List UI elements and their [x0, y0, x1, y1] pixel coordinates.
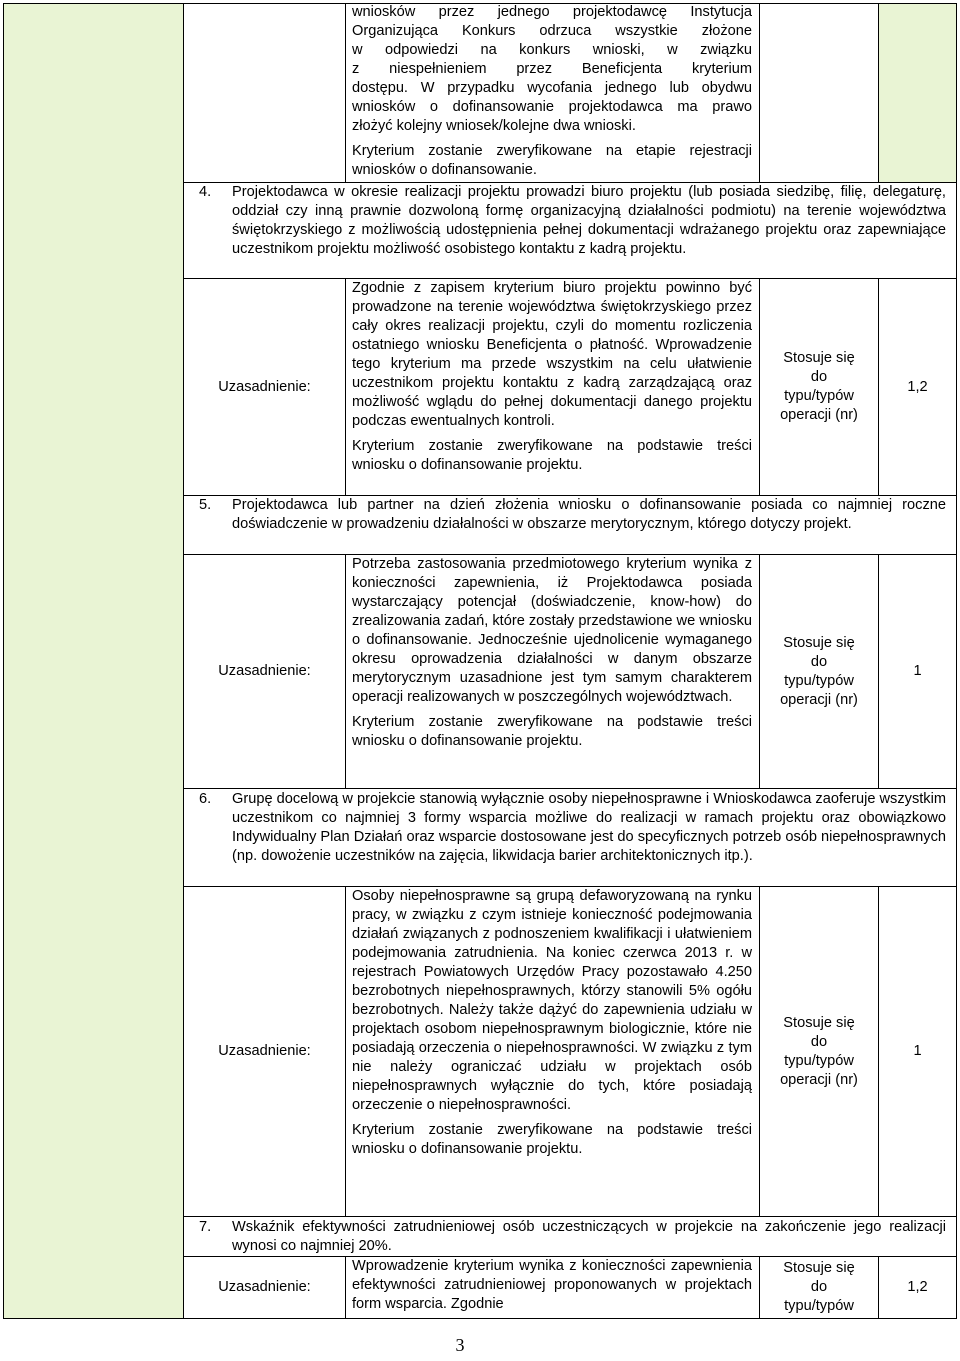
- applies-line: operacji (nr): [780, 1071, 858, 1088]
- applies-line: typu/typów: [784, 1298, 854, 1314]
- intro-line: z niespełnieniem przez Beneficjenta kryterium: [352, 61, 752, 77]
- applies-line: do: [810, 1279, 828, 1295]
- c5-row-bottom: [183, 788, 957, 789]
- justification-cell: [352, 555, 752, 751]
- applies-line: do: [810, 653, 828, 670]
- applies-cell: [760, 279, 878, 495]
- criterion-text: Projektodawca w okresie realizacji projektu prowadzi biuro projektu (lub posiada siedzibę, filię, delegaturę, oddział czy inną prawnie dozwoloną formę organizacyjną działalności podmiotu) na terenie województwa świętokrzyskiego z możliwością udostępnienia pełnej dokumentacji wdrażanego projektu oraz zapewniające uczestnikom projektu możliwość osobistego kontaktu z kadrą projektu.: [232, 184, 946, 257]
- applies-line: do: [810, 1033, 828, 1050]
- intro-col-left: [345, 3, 346, 182]
- right-column-shade: [879, 3, 957, 182]
- verification-text: Kryterium zostanie zweryfikowane na podstawie treści wniosku o dofinansowanie projektu.: [352, 714, 752, 749]
- justification-cell: [352, 1257, 752, 1318]
- criterion-text: Grupę docelową w projekcie stanowią wyłącznie osoby niepełnosprawne i Wnioskodawca zaoferuje wszystkim uczestnikom co najmniej 3 formy wsparcia możliwe do realizacji w ramach projektu oraz obowiązkowo Indywidualny Plan Działań oraz wsparcie dostosowane jest do specyficznych potrzeb osób niepełnosprawnych (np. dowożenie uczestników na zajęcia, likwidacja barier architektonicznych itp.).: [232, 791, 946, 864]
- types-value: 1,2: [907, 378, 928, 395]
- intro-line: Organizująca Konkurs odrzuca wszystkie złożone: [352, 23, 752, 39]
- verification-text: Kryterium zostanie zweryfikowane na podstawie treści wniosku o dofinansowanie projektu.: [352, 438, 752, 473]
- applies-line: typu/typów: [784, 672, 854, 689]
- applies-line: operacji (nr): [780, 407, 858, 423]
- intro-col-mid: [759, 3, 760, 182]
- intro-line: wniosków o dofinansowanie projektodawca ma prawo: [352, 99, 752, 115]
- applies-line: Stosuje się: [783, 350, 855, 366]
- verification-text: Kryterium zostanie zweryfikowane na podstawie treści wniosku o dofinansowanie projektu.: [352, 1122, 752, 1157]
- criterion-number: 6.: [199, 791, 212, 807]
- justification-text: Potrzeba zastosowania przedmiotowego kryterium wynika z konieczności zapewnienia, iż Projektodawca posiada wystarczający potencjał (doświadczenie, know-how) do zrealizowania zadań, które zostały przedstawione we wniosku o dofinansowanie. Jednocześnie ujednolicenie wymaganego okresu oprowadzenia działalności w danym obszarze merytorycznym uzasadnione jest tym samym charakterem operacji realizowanych w poszczególnych województwach.: [352, 556, 752, 705]
- c7-col1: [345, 1256, 346, 1318]
- criterion-text: Projektodawca lub partner na dzień złożenia wniosku o dofinansowanie posiada co najmniej roczne doświadczenie w prowadzeniu działalności w obszarze merytorycznym, którego dotyczy projekt.: [232, 497, 946, 532]
- page-number: 3: [455, 1335, 465, 1355]
- intro-line: wniosków przez jednego projektodawcę Instytucja: [352, 4, 752, 20]
- justification-text: Zgodnie z zapisem kryterium biuro projektu powinno być prowadzone na terenie województwa świętokrzyskiego przez cały okres realizacji projektu, czyli do momentu rozliczenia ostatniego wniosku Beneficjenta o płatność. Wprowadzenie tego kryterium ma przede wszystkim na celu ułatwienie uczestnikom projektu kontaktu z kadrą zarządzającą oraz możliwość wglądu do pełnej dokumentacji danego projektu podczas ewentualnych kontroli.: [352, 280, 752, 429]
- criterion-number: 4.: [199, 184, 212, 200]
- criterion-text: Wskaźnik efektywności zatrudnieniowej osób uczestniczących w projekcie na zakończenie jego realizacji wynosi co najmniej 20%.: [232, 1219, 946, 1254]
- justification-label: Uzasadnienie:: [218, 663, 311, 679]
- justification-text: Osoby niepełnosprawne są grupą defaworyzowaną na rynku pracy, w związku z czym istnieje konieczność podejmowania działań związanych z podnoszeniem kwalifikacji i ułatwieniem podejmowania zatrudnienia. Na koniec czerwca 2013 r. w rejestrach Powiatowych Urzędów Pracy pozostawało 4.250 bezrobotnych niepełnosprawnych, którzy stanowili 5% ogółu bezrobotnych. Należy także dążyć do zapewnienia udziału w projektach osobom niepełnosprawnym biologicznie, które nie posiadają orzeczenia o niepełnosprawności. W związku z tym nie należy ograniczać udziału w projektach osób niepełnosprawnych wyłącznie do tych, które posiadają orzeczenie o niepełnosprawności.: [352, 888, 752, 1113]
- c6-row-bottom: [183, 1216, 957, 1217]
- justification-cell: [352, 887, 752, 1159]
- applies-line: typu/typów: [784, 1052, 854, 1069]
- intro-col-right: [878, 3, 879, 182]
- types-value: 1,2: [907, 1279, 928, 1295]
- applies-line: do: [810, 369, 828, 385]
- applies-line: Stosuje się: [783, 1260, 855, 1276]
- justification-label: Uzasadnienie:: [218, 378, 311, 395]
- types-value: 1: [913, 663, 922, 679]
- intro-justification: [352, 3, 752, 180]
- applies-line: Stosuje się: [783, 634, 855, 651]
- left-column-shade: [3, 3, 183, 1318]
- frame-right: [956, 3, 957, 1318]
- justification-cell: [352, 279, 752, 475]
- applies-cell: [760, 555, 878, 788]
- c6-col1: [345, 886, 346, 1216]
- applies-cell: [760, 887, 878, 1216]
- intro-line: złożyć kolejny wniosek/kolejne dwa wnioski.: [352, 118, 636, 134]
- frame-left: [3, 3, 4, 1318]
- c4-col1: [345, 278, 346, 495]
- frame-bottom: [3, 1318, 957, 1319]
- criterion-number: 7.: [199, 1219, 212, 1235]
- c5-col1: [345, 554, 346, 788]
- intro-line: w odpowiedzi na konkurs wnioski, w związku: [352, 42, 752, 58]
- criterion-number: 5.: [199, 497, 212, 513]
- justification-label: Uzasadnienie:: [218, 1279, 311, 1295]
- justification-label: Uzasadnienie:: [218, 1043, 311, 1059]
- applies-line: typu/typów: [784, 388, 854, 404]
- justification-text: Wprowadzenie kryterium wynika z konieczności zapewnienia efektywności zatrudnieniowej proponowanych w projektach form wsparcia. Zgodnie: [352, 1258, 752, 1312]
- types-value: 1: [913, 1043, 922, 1059]
- applies-cell: [760, 1257, 878, 1318]
- intro-line: dostępu. W przypadku wycofania jednego lub obydwu: [352, 80, 752, 96]
- intro-verification: Kryterium zostanie zweryfikowane na etapie rejestracji wniosków o dofinansowanie.: [352, 143, 752, 178]
- applies-line: Stosuje się: [783, 1014, 855, 1031]
- applies-line: operacji (nr): [780, 691, 858, 708]
